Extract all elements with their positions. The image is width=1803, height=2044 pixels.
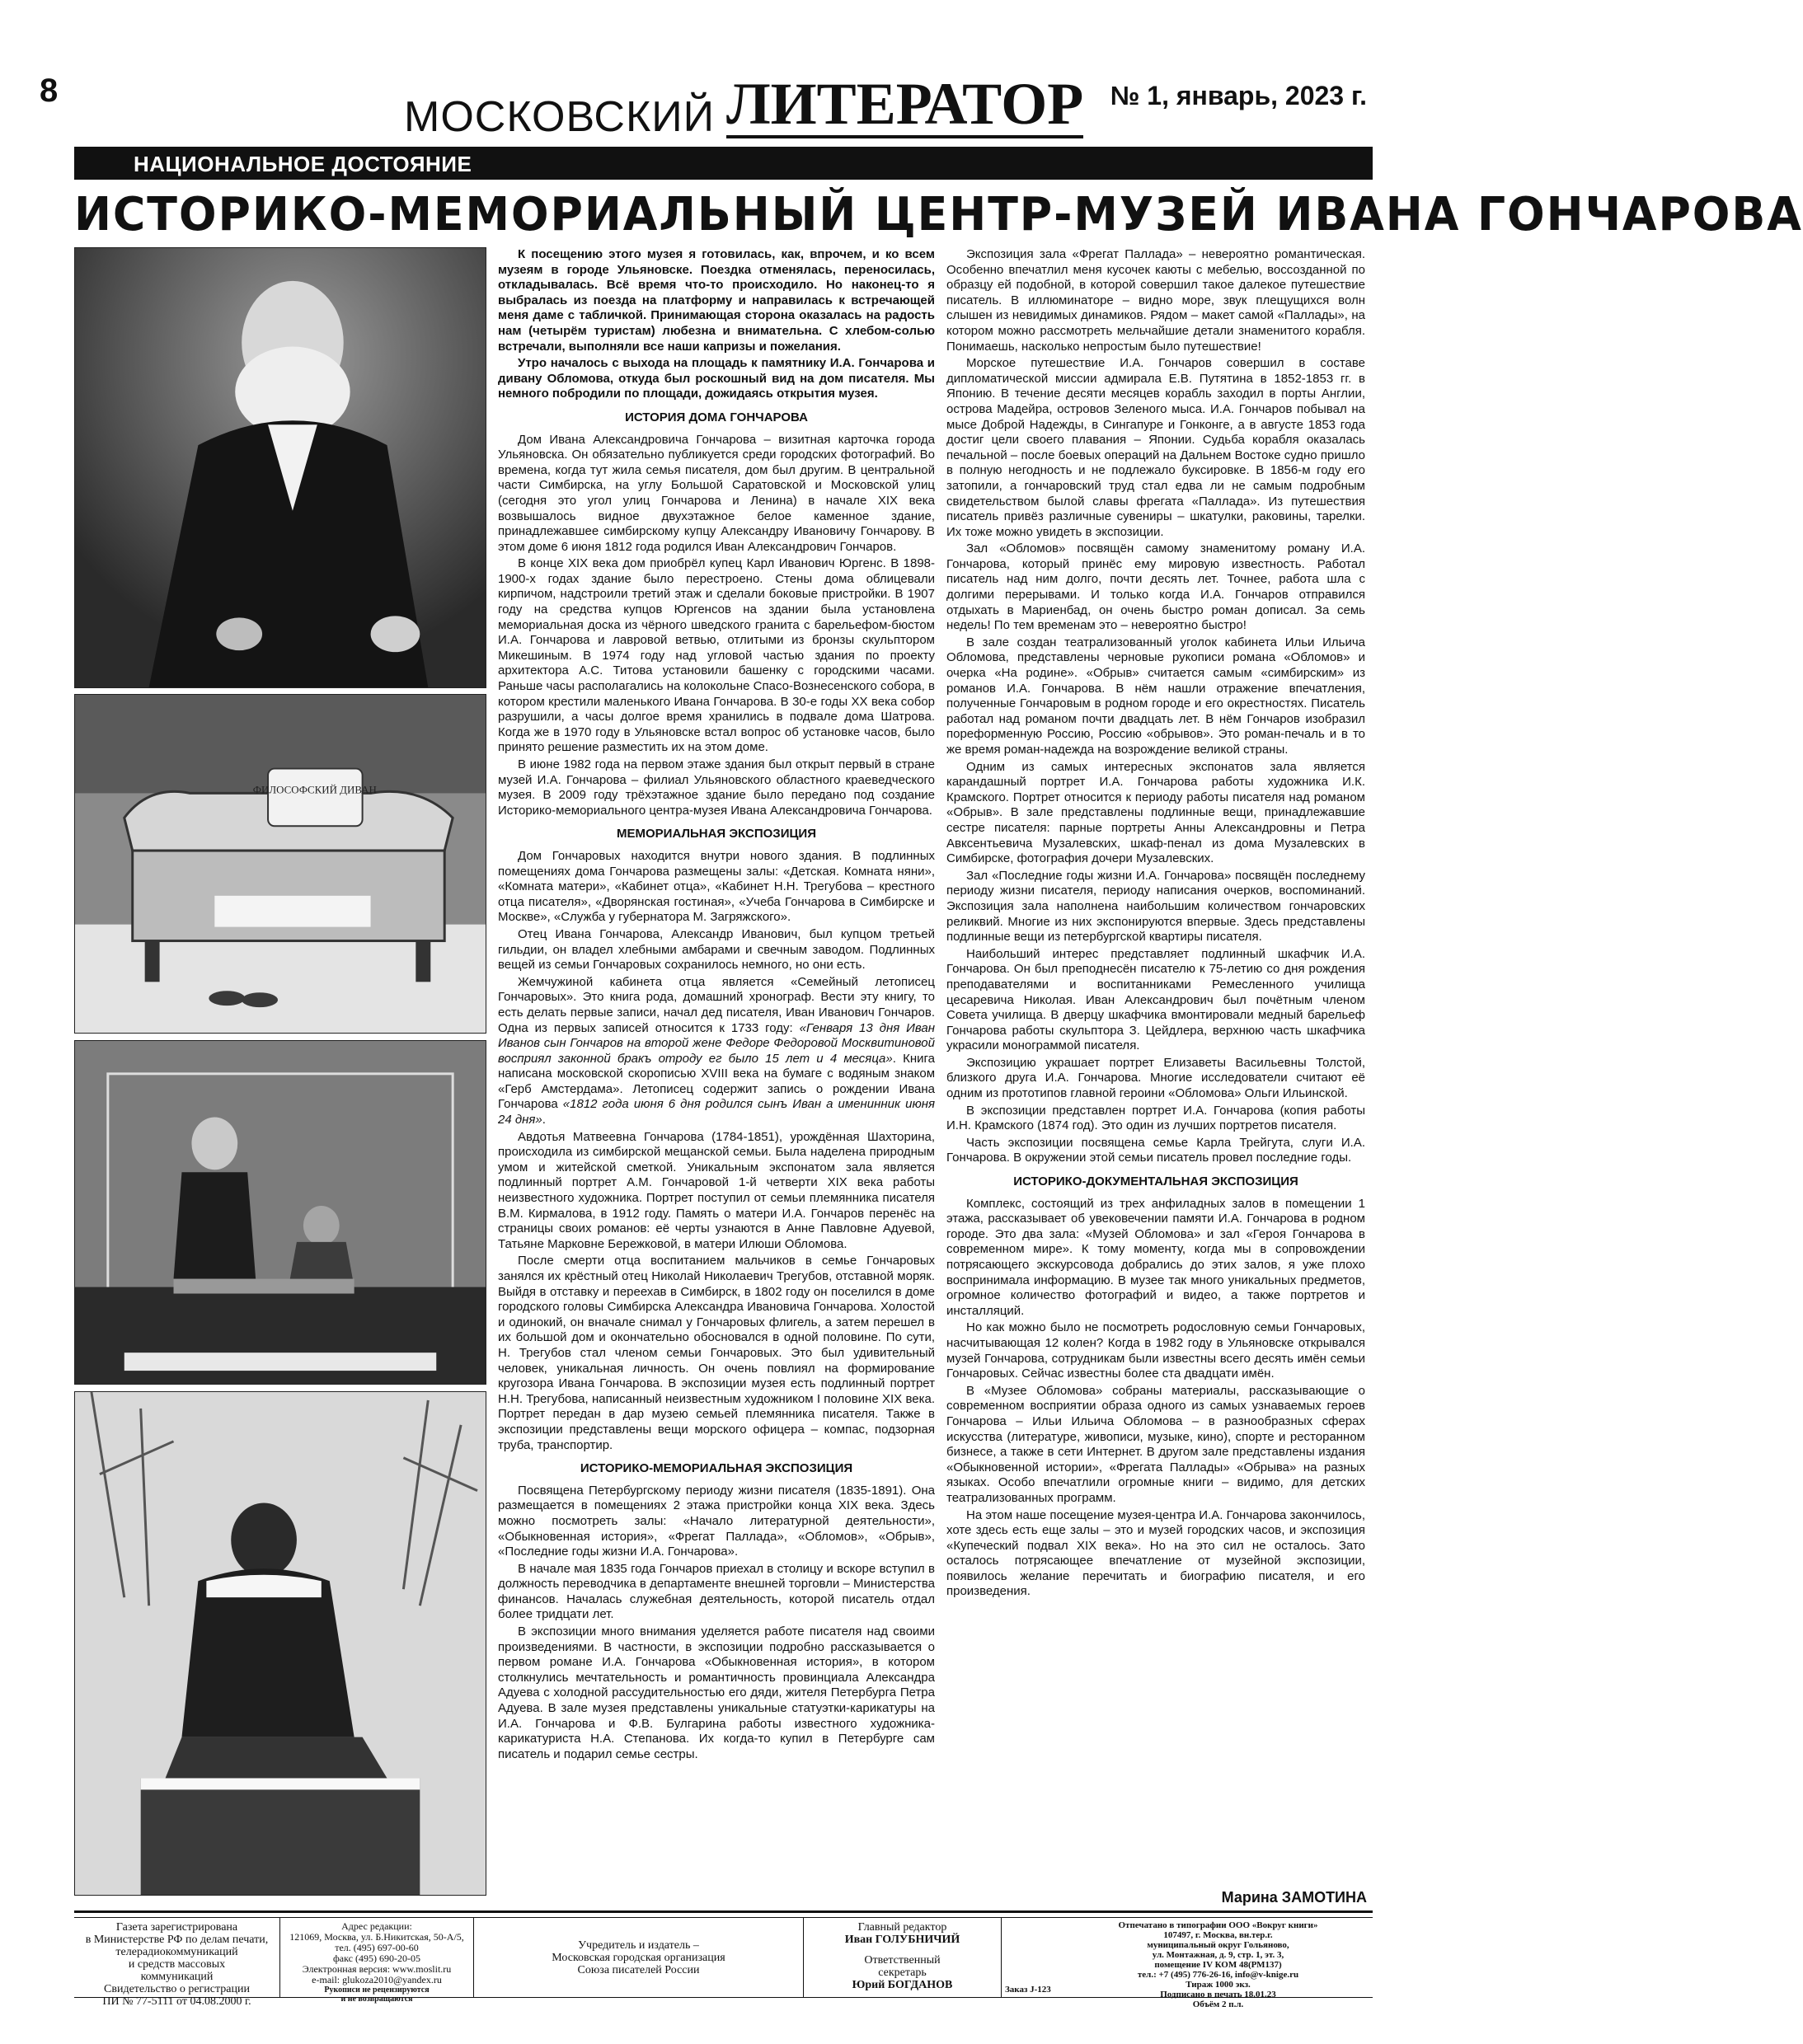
rubric-bar: НАЦИОНАЛЬНОЕ ДОСТОЯНИЕ [74,147,1373,180]
paragraph: Авдотья Матвеевна Гончарова (1784-1851), урождённая Шахторина, происходила из симбирской мещанской семьи. Была наделена природным умом и житейской сметкой. Уникальным экспонатом зала является подлинный портрет А.М. Гончаровой 1-й четверти XIX века работы неизвестного художника. Портрет поступил от семьи племянника писателя В.М. Кирмалова, в 1912 году. Память о матери И.А. Гончаров перенёс на страницы своих романов: её черты узнаются в Анне Павловне Адуевой, Татьяне Марковне Бережковой, в матери Илюши Обломова. [498,1129,935,1251]
photo-goncharov-monument [74,1391,486,1896]
photo-statuettes [74,1040,486,1385]
footer-rule [74,1910,1373,1913]
letopis-end: . [542,1113,546,1127]
print-run: Тираж 1000 экз. [1186,1980,1251,1990]
paragraph: Экспозицию украшает портрет Елизаветы Васильевны Толстой, близкого друга И.А. Гончарова. Многие исследователи считают её одним из прототипов главной героини «Обломова» Ольги Ильинской. [946,1055,1365,1101]
paragraph: В июне 1982 года на первом этаже здания был открыт первый в стране музей И.А. Гончарова – филиал Ульяновского областного краеведческого музея. В 2009 году трёхэтажное здание было передано под создание Историко-мемориального центра-музея Ивана Александровича Гончарова. [498,757,935,818]
secretary-name: Юрий БОГДАНОВ [852,1979,953,1991]
paragraph: Посвящена Петербургскому периоду жизни писателя (1835-1891). Она размещается в помещениях 2 этажа пристройки конца XIX века. Здесь можно посмотреть залы: «Начало литературной деятельности», «Обыкновенная история», «Фрегат Паллада», «Обломов», «Обрыв», «Последние годы жизни И.А. Гончарова». [498,1483,935,1559]
lead-paragraph: Утро началось с выхода на площадь к памятнику И.А. Гончарова и дивану Обломова, откуда был роскошный вид на дом писателя. Мы немного побродили по площади, дожидаясь открытия музея. [498,356,935,401]
footer-line: Отпечатано в типографии ООО «Вокруг книги» [1118,1920,1318,1930]
footer-line: факс (495) 690-20-05 [333,1953,420,1964]
paragraph: Комплекс, состоящий из трех анфиладных залов в помещении 1 этажа, рассказывает об увековечении памяти И.А. Гончарова в родном городе. Это два зала: «Музей Обломова» и зал «Героя Гончарова в современном мире». К тому моменту, когда мы в сопровождении потрясающего экскурсовода добрались до этих залов, я уже плохо воспринимала информацию. В музее так много уникальных предметов, огромное количество фотографий и видео, а также портретов и инсталляций. [946,1196,1365,1318]
footer-registration [74,1918,280,2008]
headline: ИСТОРИКО-МЕМОРИАЛЬНЫЙ ЦЕНТР-МУЗЕЙ ИВАНА ГОНЧАРОВА [74,188,1803,241]
paragraph: Отец Ивана Гончарова, Александр Иванович, был купцом третьей гильдии, он владел хлебными амбарами и свечным заводом. Подлинных вещей из семьи Гончаровых сохранилось немного, но они есть. [498,926,935,973]
section-heading-documentary: ИСТОРИКО-ДОКУМЕНТАЛЬНАЯ ЭКСПОЗИЦИЯ [1013,1174,1298,1189]
paragraph: В экспозиции много внимания уделяется работе писателя над своими произведениями. В частности, в экспозиции подробно рассказывается о первом романе И.А. Гончарова «Обыкновенная история», в котором столкнулись мечтательность и романтичность провинциала Александра Адуева с холодной рассудительностью его дяди, жителя Петербурга Петра Адуева. В зале музея представлены уникальные статуэтки-карикатуры на И.А. Гончарова и Ф.В. Булгарина работы известного художника-карикатуриста Н.А. Степанова. Их когда-то купил в Петербурге сам писатель и подарил семье сестры. [498,1624,935,1761]
lead-paragraph: К посещению этого музея я готовилась, как, впрочем, и ко всем музеям в городе Ульяновске. Поездка отменялась, переносилась, откладывалась. Всё время что-то происходило. Но наконец-то я выбралась из поезда на платформу и направилась к встречающей меня даме с табличкой. Принимающая сторона оказалась на радость нам (четырём туристам) любезна и внимательна. С хлебом-солью встречали, выполняли все наши капризы и пожелания. [498,247,935,354]
photo-goncharov-portrait [74,247,486,688]
footer-line: ул. Монтажная, д. 9, стр. 1, эт. 3, [1152,1950,1284,1960]
section-heading-hist-memorial: ИСТОРИКО-МЕМОРИАЛЬНАЯ ЭКСПОЗИЦИЯ [580,1461,853,1476]
paragraph: В зале создан театрализованный уголок кабинета Ильи Ильича Обломова, представлены черновые рукописи романа «Обломов» и очерка «На родине». «Обрыв» считается самым «симбирским» из романов И.А. Гончарова. В нём нашли отражение впечатления, полученные Гончаровым в родном городе и его окрестностях. Писатель работал над романом почти двадцать лет. В нём Гончаров изобразил пореформенную Россию, Россию «обрывов». Это роман-печаль и в то же время роман-надежда на возрождение великой страны. [946,635,1365,757]
footer-address [280,1918,474,2004]
letopis-quote-1: «Генваря 13 дня Иван Иванов сын Гончаров на второй жене Федоре Федоровой Москвитиновой восприял законной бракъ отроду ег было 15 лет и 4 месяца» [498,1020,935,1066]
footer-line: ПИ № 77-5111 от 04.08.2000 г. [102,1995,251,2008]
secretary-label: Ответственный [864,1954,941,1967]
editor-label: Главный редактор [857,1921,947,1934]
volume: Объём 2 п.л. [1192,1999,1244,2009]
footer-line: муниципальный округ Гольяново, [1147,1940,1289,1950]
paragraph: Экспозиция зала «Фрегат Паллада» – невероятно романтическая. Особенно впечатлил меня кусочек каюты с мебелью, воссозданной по образцу ей подобной, в которой совершил такое далекое путешествие писатель. В иллюминаторе – видно море, звук плещущихся волн слышен из невидимых динамиков. Рядом – макет самой «Паллады», на котором можно рассмотреть мельчайшие детали знаменитого корабля. Понимаешь, насколько непростым было путешествие! [946,247,1365,354]
article-column-3 [946,247,1365,1887]
paragraph: Наибольший интерес представляет подлинный шкафчик И.А. Гончарова. Он был преподнесён писателю к 75-летию со дня рождения преподавателями и воспитанниками Ремесленного училища цесаревича Николая. Иван Александрович был почётным членом Совета училища. В дверцу шкафчика вмонтировали медный барельеф Гончарова работы скульптора З. Цейдлера, верхнюю часть шкафчика украсили монограммой писателя. [946,946,1365,1053]
footer-note: и не возвращаются [340,1995,413,2004]
photo-oblomov-sofa [74,694,486,1034]
printing-info [1067,1920,1369,2009]
secretary-label: секретарь [878,1967,927,1979]
footer-line: Газета зарегистрирована [115,1921,238,1934]
paragraph: В «Музее Обломова» собраны материалы, рассказывающие о современном восприятии образа одного из самых узнаваемых героев Гончарова – Ильи Ильича Обломова – в разнообразных сферах искусства (литературе, живописи, музыке, кино), спорте и ресторанном бизнесе, а также в сети Интернет. В другом зале представлены издания «Обыкновенной истории», «Фрегата Паллады» «Обрыва» на разных языках. Особо впечатлили огромные книги – видимо, для детских театрализованных программ. [946,1383,1365,1505]
footer-printing [1002,1918,1373,2009]
paragraph: Морское путешествие И.А. Гончаров совершил в составе дипломатической миссии адмирала Е.В. Путятина в 1852-1853 гг. в Японию. В течение десяти месяцев корабль заходил в порты Англии, острова Мадейра, островов Зеленого мыса. И.А. Гончаров побывал на мысе Доброй Надежды, в Сингапуре и Гонконге, а в августе 1853 года достиг цели своего плавания – Японии. Судьба корабля оказалась печальной – после боевых операций на Дальнем Востоке судно пришло в полную негодность и не подлежало буксировке. В 1856-м году его затопили, а гончаровский труд стал едва ли не самым подробным свидетельством былой славы фрегата «Паллада». Из путешествия писатель привёз различные сувениры – шкатулки, раковины, тарелки. Их тоже можно увидеть в экспозиции. [946,356,1365,539]
letopis-quote-2: «1812 года июня 6 дня родился сынъ Иван а именинник июня 24 дня» [498,1097,935,1127]
footer-line: Учредитель и издатель – [578,1939,699,1952]
footer-line: телерадиокоммуникаций [115,1946,238,1958]
paragraph: В конце XIX века дом приобрёл купец Карл Иванович Юргенс. В 1898-1900-х годах здание было перестроено. Стены дома облицевали кирпичом, надстроили третий этаж и сделали боковые пристройки. В 1907 году на средства купцов Юргенсов на здании была установлена мемориальная доска из чёрного шведского гранита с барельефом-бюстом И.А. Гончарова и лавровой ветвью, отлитыми из бронзы скульптором Микешиным. В 1974 году над угловой частью здания по проекту архитектора А.С. Титова установили башенку с городскими часами. Раньше часы располагались на колокольне Спасо-Вознесенского собора, в котором крестили маленького Ивана Гончарова. В 30-е годы XX века собор разрушили, а часы долгое время хранились в подвале дома Шатрова. Когда же в 1970 году в Ульяновске встал вопрос об установке часов, было принято решение разместить их на этом доме. [498,556,935,755]
footer-line: Свидетельство о регистрации [104,1983,250,1995]
page-number: 8 [40,73,59,109]
footer-line: помещение IV КОМ 48(РМ137) [1154,1960,1282,1970]
masthead-literator: ЛИТЕРАТОР [726,71,1084,137]
paragraph: На этом наше посещение музея-центра И.А. Гончарова закончилось, хоте здесь есть еще залы – это и музей городских часов, и экспозиция «Купеческий подвал XIX века». Но на это сил не осталось. Зато осталось потрясающее впечатление от музейной экспозиции, появилось желание перечитать и биографию писателя, и его произведения. [946,1507,1365,1599]
section-heading-history: ИСТОРИЯ ДОМА ГОНЧАРОВА [625,410,808,424]
paragraph: Зал «Последние годы жизни И.А. Гончарова» посвящён последнему периоду жизни писателя, периоду написания очерков, воспоминаний. Экспозиция зала наполнена наибольшим количеством гончаровских реликвий. Многие из них экспонируются впервые. Здесь представлены подлинные вещи из петербургской квартиры писателя. [946,868,1365,945]
issue-date: № 1, январь, 2023 г. [1110,81,1367,110]
footer-line: Электронная версия: www.moslit.ru [302,1963,452,1975]
footer-note: Рукописи не рецензируются [324,1985,430,1995]
editor-name: Иван ГОЛУБНИЧИЙ [844,1934,960,1946]
sofa-label: ФИЛОСОФСКИЙ ДИВАН [252,783,377,796]
order-number: Заказ J-123 [1005,1985,1051,1995]
letopis-mid: . Книга написана московской скорописью XVIII века на бумаге с водяным знаком «Герб Амстердама». Летописец содержит запись о рождении Ивана Гончарова [498,1051,935,1112]
paragraph: Одним из самых интересных экспонатов зала является карандашный портрет И.А. Гончарова работы художника И.К. Крамского. Портрет относится к периоду работы писателя над романом «Обрыв». В зале представлены подлинные вещи, принадлежавшие сестре писателя: парные портреты Анны Александровны и Петра Авксентьевича Музалевских, шкаф-пенал из дома Музалевских в Симбирске, фотография дочери Музалевских. [946,759,1365,866]
footer-line: 121069, Москва, ул. Б.Никитская, 50-А/5, [289,1931,464,1943]
footer-founder [474,1918,804,1997]
footer-line: тел. (495) 697-00-60 [335,1942,419,1953]
footer-editors [804,1918,1002,1997]
signed-date: Подписано в печать 18.01.23 [1160,1990,1276,1999]
article-column-2 [498,247,935,1887]
paragraph: Дом Гончаровых находится внутри нового здания. В подлинных помещениях дома Гончарова размещены залы: «Детская. Комната няни», «Комната матери», «Кабинет отца», «Кабинет Н.Н. Трегубова – крестного отца писателя», «Дворянская гостиная», «Учеба Гончарова в Симбирске и Москве», «Служба у губернатора М. Загряжского». [498,848,935,925]
footer-line: коммуникаций [140,1971,214,1983]
paragraph-letopis [498,975,935,1128]
masthead [404,64,1084,141]
imprint-footer [74,1917,1373,2009]
footer-line: Адрес редакции: [341,1920,412,1932]
paragraph: После смерти отца воспитанием мальчиков в семье Гончаровых занялся их крёстный отец Николай Николаевич Трегубов, отставной моряк. Выйдя в отставку и переехав в Симбирск, в 1802 году он поселился в доме городского головы Симбирска Александра Ивановича Гончарова. Холостой и одинокий, он вначале снимал у Гончаровых флигель, а затем перешел в их большой дом и окончательно обосновался в одной половине. По сути, Н. Трегубов стал членом семьи Гончаровых. Это был удивительный человек, уникальная личность. Он очень повлиял на формирование кругозора Ивана Гончарова. В экспозиции музея есть подлинный портрет Н.Н. Трегубова, написанный неизвестным художником I половине XIX века. Портрет передан в дар музею семьей племянника писателя. Также в экспозиции представлены вещи морского офицера – компас, подзорная труба, транспортир. [498,1254,935,1452]
footer-line: Союза писателей России [577,1964,700,1976]
footer-line: Московская городская организация [552,1952,725,1964]
footer-line: e-mail: glukoza2010@yandex.ru [312,1974,442,1985]
masthead-moskovsky: МОСКОВСКИЙ [404,93,716,141]
footer-line: тел.: +7 (495) 776-26-16, info@v-knige.ru [1137,1970,1299,1980]
paragraph: Но как можно было не посмотреть родословную семьи Гончаровых, насчитывающая 12 колен? Когда в 1982 году в Ульяновске открывался музей Гончарова, сотрудникам были известны всего десять имён семьи Гончаровых. Сейчас известны более ста двадцати имён. [946,1320,1365,1381]
footer-line: 107497, г. Москва, вн.тер.г. [1163,1930,1273,1940]
author-signature: Марина ЗАМОТИНА [1221,1889,1367,1906]
paragraph: Часть экспозиции посвящена семье Карла Трейгута, слуги И.А. Гончарова. В окружении этой семьи писатель провел последние годы. [946,1135,1365,1165]
paragraph: В экспозиции представлен портрет И.А. Гончарова (копия работы И.Н. Крамского (1874 год). Это один из лучших портретов писателя. [946,1103,1365,1133]
footer-line: в Министерстве РФ по делам печати, [85,1934,269,1946]
paragraph: Дом Ивана Александровича Гончарова – визитная карточка города Ульяновска. Он обязательно публикуется среди городских фотографий. Во времена, когда тут жила семья писателя, дом был другим. В центральной части Симбирска, на углу Большой Саратовской и Московской улиц (сегодня это угол улиц Гончарова и Ленина) в начале XIX века возвышалось видное двухэтажное белое каменное здание, принадлежавшее симбирскому купцу Александру Ивановичу Гончарову. В этом доме 6 июня 1812 года родился Иван Александрович Гончаров. [498,432,935,554]
section-heading-memorial: МЕМОРИАЛЬНАЯ ЭКСПОЗИЦИЯ [617,827,816,842]
paragraph: Зал «Обломов» посвящён самому знаменитому роману И.А. Гончарова, который принёс ему мировую известность. Работал писатель над ним долго, почти десять лет. Точнее, работа шла с долгими перерывами. И только когда И.А. Гончаров отправился отдыхать в Мариенбад, он очень быстро роман дописал. За семь недель! По тем временам это – невероятно быстро! [946,541,1365,633]
footer-line: и средств массовых [128,1958,226,1971]
paragraph: В начале мая 1835 года Гончаров приехал в столицу и вскоре вступил в должность переводчика в департаменте внешней торговли – Министерства финансов. Началась служебная деятельность, которой писатель отдал более тридцати лет. [498,1561,935,1622]
letopis-intro: Жемчужиной кабинета отца является «Семейный летописец Гончаровых». Это книга рода, домашний хронограф. Вести эту книгу, то есть делать первые записи, начал дед писателя, Иван Иванович Гончаров. Одна из первых записей относится к 1733 году: [498,974,935,1035]
